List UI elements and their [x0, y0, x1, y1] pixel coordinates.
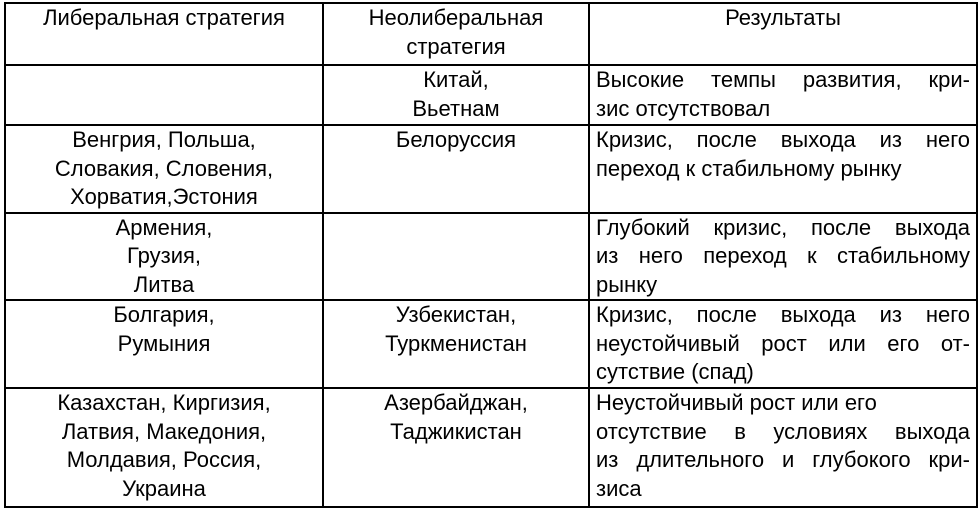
- strategy-results-table: [4, 2, 978, 508]
- cell-neoliberal: [323, 388, 589, 507]
- cell-text-line: Молдавия, Россия,: [66, 447, 262, 472]
- cell-text-line: Высокие темпы развития, кри-: [596, 67, 970, 92]
- cell-text-line: Неустойчивый рост или его: [596, 390, 877, 415]
- cell-text-line: Азербайджан,: [384, 390, 528, 415]
- header-liberal-line-1: Либеральная стратегия: [43, 5, 285, 30]
- cell-text-line: Кризис, после выхода из него: [596, 127, 970, 152]
- header-neoliberal-line-2: стратегия: [406, 33, 506, 59]
- cell-text-line: зис отсутствовал: [596, 95, 771, 121]
- cell-text-line: Латвия, Македония,: [61, 418, 267, 444]
- header-liberal-strategy: [5, 3, 323, 65]
- cell-text-line: Литва: [133, 271, 195, 297]
- cell-text-line: зиса: [596, 475, 642, 501]
- cell-results: [589, 388, 977, 507]
- cell-text-line: Белоруссия: [395, 127, 517, 152]
- cell-liberal: [5, 300, 323, 388]
- cell-text-line: отсутствие в условиях выхода: [596, 418, 970, 444]
- cell-text-line: Хорватия,Эстония: [70, 184, 258, 209]
- table-row: [5, 65, 977, 125]
- cell-text-line: Туркменистан: [385, 330, 527, 356]
- cell-text-line: Казахстан, Киргизия,: [57, 390, 271, 415]
- table-row: [5, 125, 977, 213]
- cell-text-line: Таджикистан: [390, 418, 522, 444]
- cell-text-line: Венгрия, Польша,: [72, 127, 256, 152]
- cell-liberal: [5, 388, 323, 507]
- cell-text-line: переход к стабильному рынку: [596, 155, 902, 181]
- cell-text-line: неустойчивый рост или его от-: [596, 330, 970, 356]
- cell-liberal: [5, 125, 323, 213]
- cell-results: [589, 65, 977, 125]
- cell-text-line: из длительного и глубокого кри-: [596, 447, 970, 472]
- table-row: [5, 213, 977, 301]
- header-results-line-1: Результаты: [725, 5, 841, 30]
- cell-liberal: [5, 65, 323, 125]
- cell-results: [589, 300, 977, 388]
- cell-text-line: Болгария,: [113, 302, 215, 327]
- header-row: [5, 3, 977, 65]
- cell-neoliberal: [323, 125, 589, 213]
- cell-text-line: Глубокий кризис, после выхода: [596, 214, 970, 240]
- cell-text-line: Китай,: [423, 67, 489, 92]
- cell-text-line: Узбекистан,: [395, 302, 517, 327]
- cell-text-line: Украина: [122, 475, 206, 501]
- cell-neoliberal: [323, 300, 589, 388]
- cell-liberal: [5, 213, 323, 301]
- cell-neoliberal: [323, 213, 589, 301]
- table-row: [5, 388, 977, 507]
- cell-text-line: Вьетнам: [412, 95, 500, 121]
- cell-results: [589, 125, 977, 213]
- cell-text-line: Кризис, после выхода из него: [596, 302, 970, 327]
- table-row: [5, 300, 977, 388]
- cell-results: [589, 213, 977, 301]
- cell-neoliberal: [323, 65, 589, 125]
- cell-text-line: сутствие (спад): [596, 359, 754, 384]
- cell-text-line: Армения,: [115, 214, 213, 240]
- cell-text-line: из него переход к стабильному: [596, 243, 970, 268]
- cell-text-line: Словакия, Словения,: [54, 155, 274, 181]
- cell-text-line: рынку: [596, 271, 658, 297]
- cell-text-line: Грузия,: [126, 243, 202, 268]
- header-neoliberal-line-1: Неолиберальная: [368, 5, 544, 30]
- header-neoliberal-strategy: [323, 3, 589, 65]
- cell-text-line: Румыния: [117, 330, 211, 356]
- header-results: [589, 3, 977, 65]
